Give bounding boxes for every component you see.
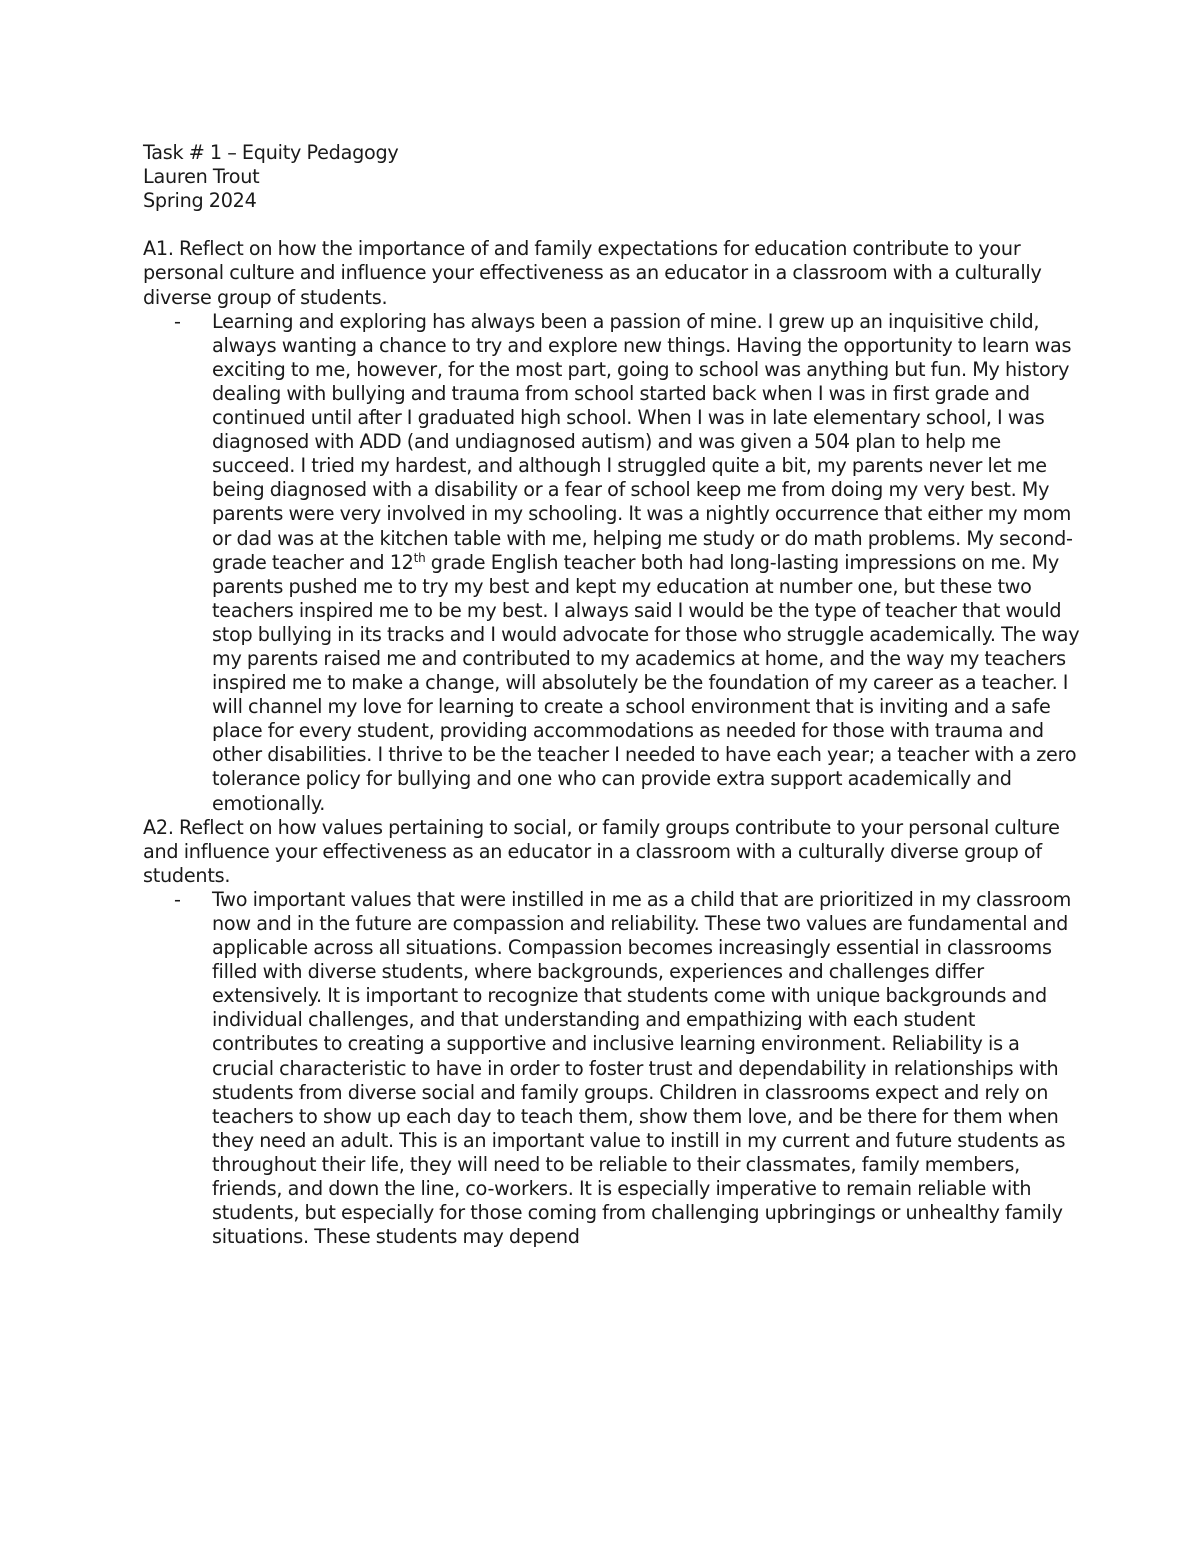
term-label: Spring 2024 [143,189,257,213]
blank-line [143,213,1083,237]
bullet-dash: - [174,887,181,911]
task-title: Task # 1 – Equity Pedagogy [143,141,399,164]
bullet-dash: - [174,309,181,333]
response-a2 [143,888,1083,1249]
prompt-a2: A2. Reflect on how values pertaining to social, or family groups contribute to your personal culture and influence your effectiveness as an educator in a classroom with a culturally diverse group of students. [143,815,1060,887]
response-a1-part1: Learning and exploring has always been a passion of mine. I grew up an inquisitive child, always wanting a chance to try and explore new things. Having the opportunity to learn was exciting to me, however, for the most part, going to school was anything but fun. My history dealing with bullying and trauma from school started back when I was in first grade and continued until after I graduated high school. When I was in late elementary school, I was diagnosed with ADD (and undiagnosed autism) and was given a 504 plan to help me succeed. I tried my hardest, and although I struggled quite a bit, my parents never let me being diagnosed with a disability or a fear of school keep me from doing my very best. My parents were very involved in my schooling. It was a nightly occurrence that either my mom or dad was at the kitchen table with me, helping me study or do math problems. My second- grade teacher and 12 [212,309,1073,574]
response-a1 [143,310,1083,816]
prompt-a1: A1. Reflect on how the importance of and family expectations for education contribute to your personal culture and influence your effectiveness as an educator in a classroom with a culturally diverse group of students. [143,237,1042,309]
author-name: Lauren Trout [143,165,260,189]
document-body [143,141,1083,1249]
response-a2-text: Two important values that were instilled in me as a child that are prioritized in my classroom now and in the future are compassion and reliability. These two values are fundamental and applicable across all situations. Compassion becomes increasingly essential in classrooms filled with diverse students, where backgrounds, experiences and challenges differ extensively. It is important to recognize that students come with unique backgrounds and individual challenges, and that understanding and empathizing with each student contributes to creating a supportive and inclusive learning environment. Reliability is a crucial characteristic to have in order to foster trust and dependability in relationships with students from diverse social and family groups. Children in classrooms expect and rely on teachers to show up each day to teach them, show them love, and be there for them when they need an adult. This is an important value to instill in my current and future students as throughout their life, they will need to be reliable to their classmates, family members, friends, and down the line, co-workers. It is especially imperative to remain reliable with students, but especially for those coming from challenging upbringings or unhealthy family situations. These students may depend [212,887,1072,1249]
response-a1-part2: grade English teacher both had long-lasting impressions on me. My parents pushed me to try my best and kept my education at number one, but these two teachers inspired me to be my best. I always said I would be the type of teacher that would stop bullying in its tracks and I would advocate for those who struggle academically. The way my parents raised me and contributed to my academics at home, and the way my teachers inspired me to make a change, will absolutely be the foundation of my career as a teacher. I will channel my love for learning to create a school environment that is inviting and a safe place for every student, providing accommodations as needed for those with trauma and other disabilities. I thrive to be the teacher I needed to have each year; a teacher with a zero tolerance policy for bullying and one who can provide extra support academically and emotionally. [212,550,1080,815]
ordinal-superscript: th [413,550,426,565]
response-a1-text [212,310,1083,816]
